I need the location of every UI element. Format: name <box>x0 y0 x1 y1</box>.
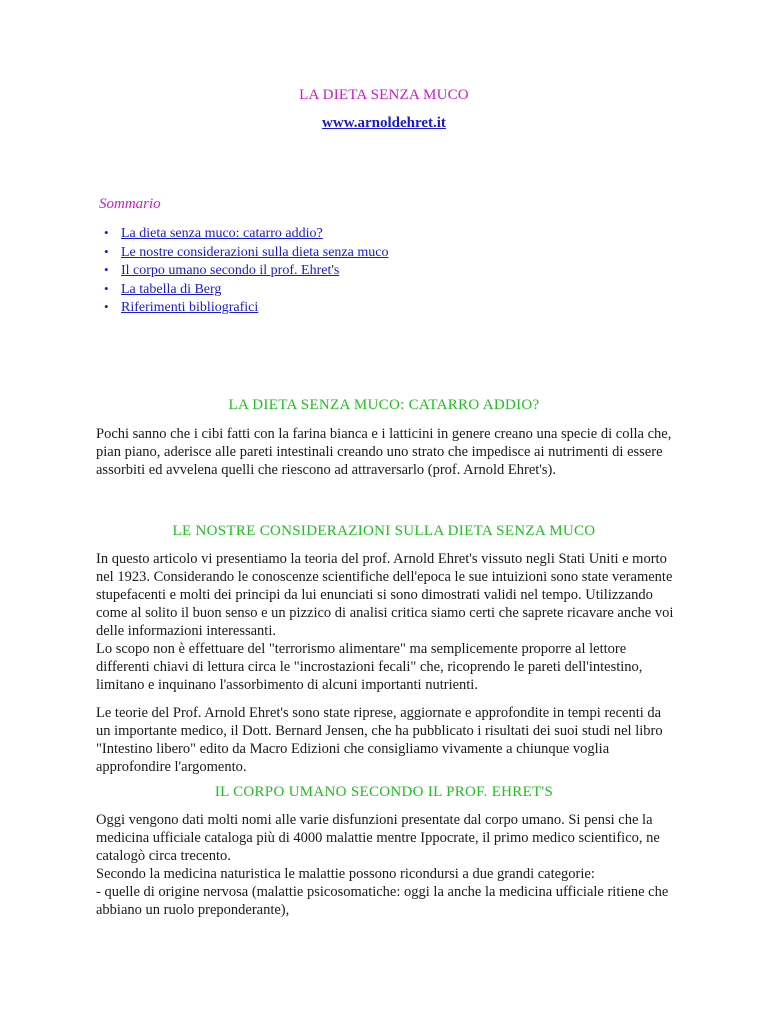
section-heading-corpo-umano: IL CORPO UMANO SECONDO IL PROF. EHRET'S <box>214 784 554 800</box>
paragraph: In questo articolo vi presentiamo la teoria del prof. Arnold Ehret's vissuto negli Stati Uniti e morto nel 1923. Considerando le conoscenze scientifiche dell'epoca le sue intuizioni sono state veramente stupefacenti e molti dei principi da lui enunciati si sono dimostrati validi nel tempo. Utilizzando come al solito il buon senso e un pizzico di analisi critica siamo certi che saprete ricavare anche voi delle informazioni interessanti. <box>96 551 674 639</box>
toc-link-corpo-umano[interactable]: Il corpo umano secondo il prof. Ehret's <box>121 263 340 278</box>
toc-link-tabella-berg[interactable]: La tabella di Berg <box>121 281 222 297</box>
toc-item <box>104 224 388 243</box>
bullet-icon: • <box>104 243 109 259</box>
table-of-contents <box>104 224 388 317</box>
paragraph: Secondo la medicina naturistica le malattie possono ricondursi a due grandi categorie: <box>96 866 595 882</box>
toc-heading: Sommario <box>99 196 161 212</box>
bullet-icon: • <box>104 262 109 277</box>
paragraph: Lo scopo non è effettuare del "terrorismo alimentare" ma semplicemente proporre al lettore differenti chiavi di lettura circa le "incrostazioni fecali" che, ricoprendo le pareti dell'intestino, limitano e inquinano l'assorbimento di alcuni importanti nutrienti. <box>96 641 643 693</box>
toc-item <box>104 261 388 280</box>
paragraph: Pochi sanno che i cibi fatti con la farina bianca e i latticini in genere creano una specie di colla che, pian piano, aderisce alle pareti intestinali creando uno strato che impedisce ai nutrimenti di essere assorbiti ed avvelena quelli che riescono ad attraversarlo (prof. Arnold Ehret's). <box>96 426 672 478</box>
document-title: LA DIETA SENZA MUCO <box>299 87 469 103</box>
toc-link-catarro-addio[interactable]: La dieta senza muco: catarro addio? <box>121 226 323 241</box>
paragraph: Oggi vengono dati molti nomi alle varie disfunzioni presentate dal corpo umano. Si pensi che la medicina ufficiale cataloga più di 4000 malattie mentre Ippocrate, il primo medico scientifico, ne catalogò circa trecento. <box>96 812 660 864</box>
section-heading-catarro-addio: LA DIETA SENZA MUCO: CATARRO ADDIO? <box>228 397 540 413</box>
website-link[interactable]: www.arnoldehret.it <box>322 115 446 131</box>
toc-item <box>104 243 388 262</box>
bullet-icon: • <box>104 299 109 314</box>
bullet-icon: • <box>104 225 109 240</box>
paragraph: - quelle di origine nervosa (malattie psicosomatiche: oggi la anche la medicina ufficiale ritiene che abbiano un ruolo preponderante), <box>96 884 669 918</box>
paragraph: Le teorie del Prof. Arnold Ehret's sono state riprese, aggiornate e approfondite in tempi recenti da un importante medico, il Dott. Bernard Jensen, che ha pubblicato i risultati dei suoi studi nel libro "Intestino libero" edito da Macro Edizioni che consigliamo vivamente a chiunque voglia approfondire l'argomento. <box>96 705 663 775</box>
toc-link-riferimenti[interactable]: Riferimenti bibliografici <box>121 300 259 315</box>
toc-item <box>104 298 388 317</box>
section-heading-considerazioni: LE NOSTRE CONSIDERAZIONI SULLA DIETA SENZA MUCO <box>172 523 596 539</box>
toc-item <box>104 280 388 299</box>
bullet-icon: • <box>104 280 109 296</box>
toc-link-considerazioni[interactable]: Le nostre considerazioni sulla dieta senza muco <box>121 244 389 260</box>
